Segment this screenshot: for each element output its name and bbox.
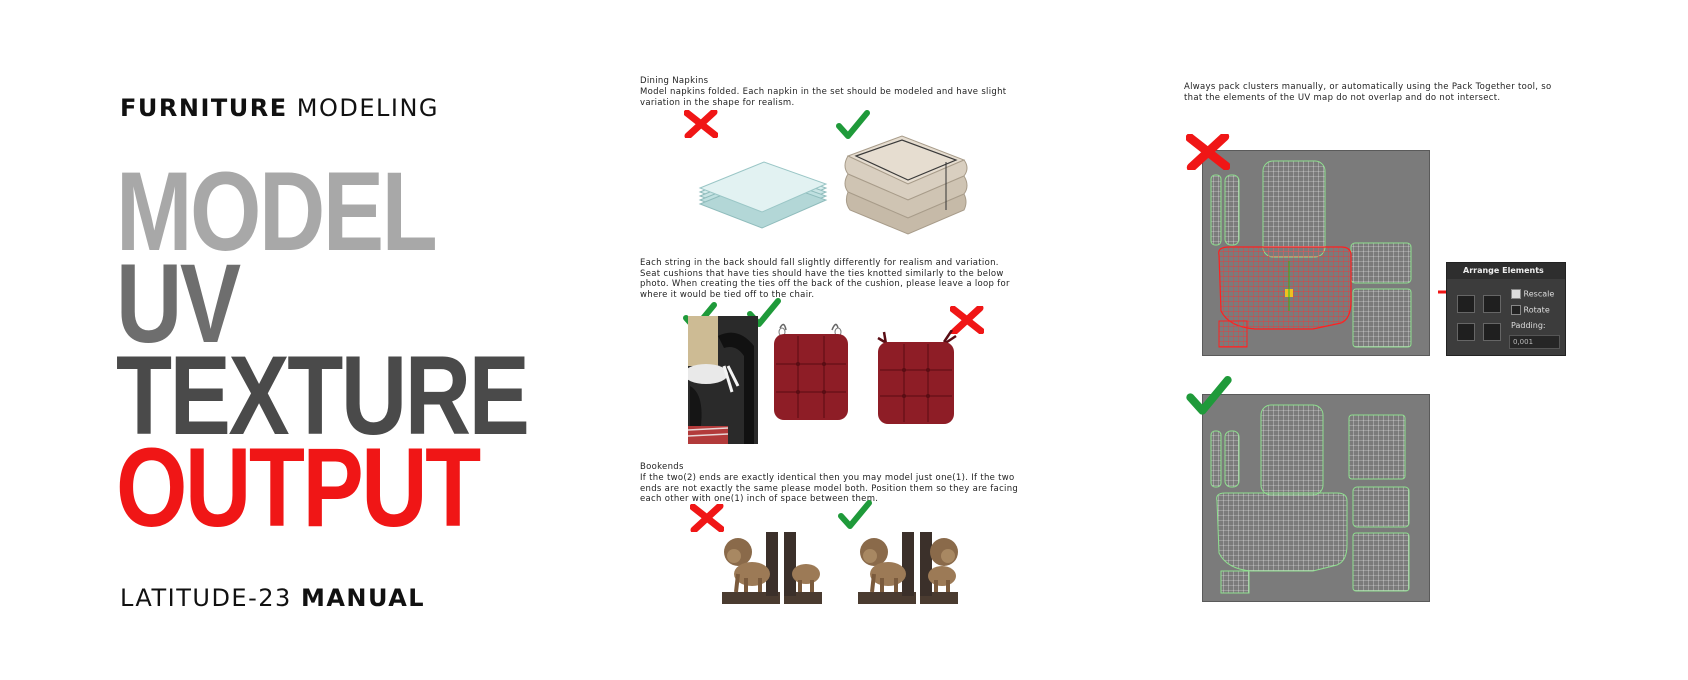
rotate-label: Rotate [1523,305,1550,315]
kicker-bold: FURNITURE [120,94,288,122]
padding-label: Padding: [1511,321,1546,330]
pack-text: Always pack clusters manually, or automatically using the Pack Together tool, so that the elements of the UV map do not overlap and do not intersect. [1184,82,1552,103]
x-mark-icon [684,110,718,138]
pack-grid-button[interactable] [1483,323,1501,341]
footer-bold: MANUAL [300,584,426,612]
pack-custom-button[interactable] [1457,323,1475,341]
uv-map-correct [1202,394,1430,602]
arrange-elements-panel [1446,262,1566,356]
check-mark-icon [838,500,872,530]
flat-napkins-image [698,152,828,230]
check-mark-icon [1186,376,1232,416]
rescale-checkbox[interactable] [1511,289,1521,299]
bookends-correct-image [856,530,960,606]
pack-together-button[interactable] [1483,295,1501,313]
uv-map-wrong [1202,150,1430,356]
bookends-text: If the two(2) ends are exactly identical then you may model just one(1). If the two ends are not exactly the same please model both. Position them so they are facing each other with one(1) inch of space between them. [640,473,1019,504]
rescale-option[interactable] [1511,289,1554,299]
panel-title: Arrange Elements [1447,263,1565,279]
rescale-label: Rescale [1523,289,1555,299]
napkins-title: Dining Napkins [640,76,709,86]
title-line-output: OUTPUT [116,425,479,550]
pack-normalize-button[interactable] [1457,295,1475,313]
x-mark-icon [1186,134,1230,170]
cover-kicker [120,94,439,122]
cushion-correct-image [770,322,852,424]
kicker-light: MODELING [296,94,440,122]
napkins-text: Model napkins folded. Each napkin in the set should be modeled and have slight variation in the shape for realism. [640,87,1007,108]
padding-input[interactable]: 0,001 [1509,335,1560,349]
title-line-uv: UV [116,241,239,366]
rotate-option[interactable] [1511,305,1550,315]
cover-footer [120,584,425,612]
x-mark-icon [690,504,724,532]
bookends-wrong-image [720,530,824,606]
cushion-text: Each string in the back should fall slightly differently for realism and variation. Seat cushions that have ties should have the ties knotted similarly to the below photo. When creating the ties off the back of the cushion, please leave a loop for where it would be tied off to the chair. [640,258,1010,300]
chair-tie-photo [688,316,758,444]
rotate-checkbox[interactable] [1511,305,1521,315]
cushion-wrong-image [872,330,962,426]
bookends-title: Bookends [640,462,684,472]
title-line-model: MODEL [116,149,436,274]
footer-light: LATITUDE-23 [120,584,292,612]
folded-napkins-image [842,130,970,236]
title-line-texture: TEXTURE [116,333,528,458]
